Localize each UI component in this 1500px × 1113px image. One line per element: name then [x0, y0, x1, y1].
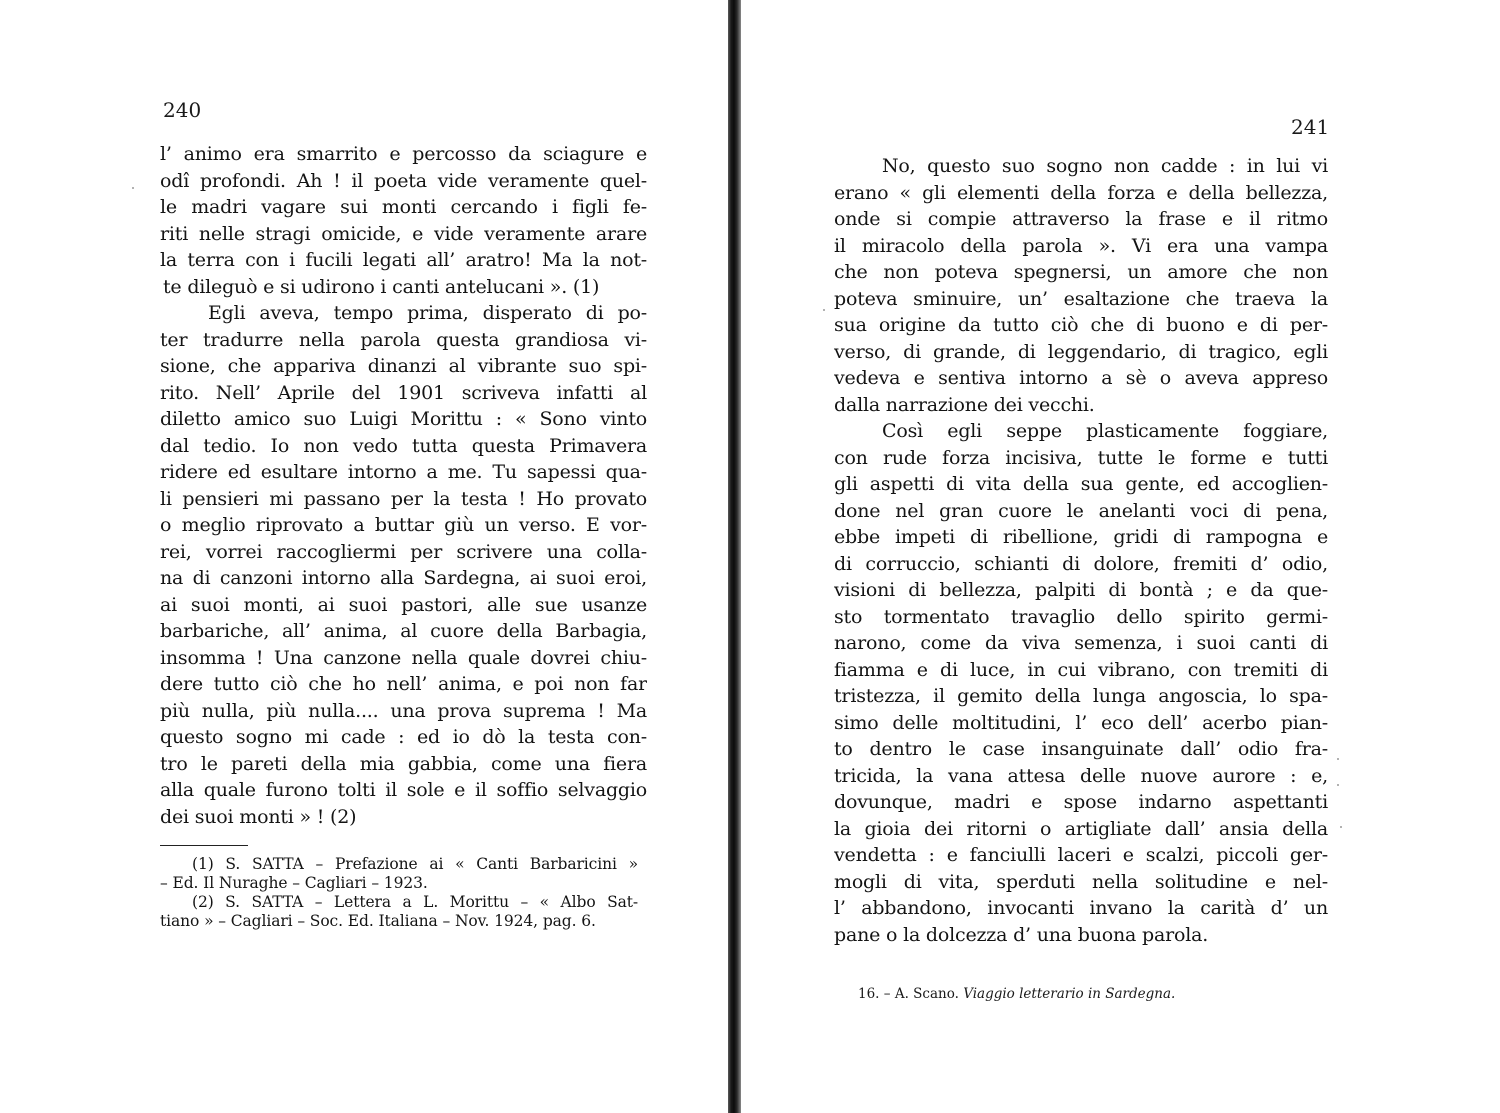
- text-line: insomma ! Una canzone nella quale dovrei chiu-: [160, 646, 647, 669]
- page-number-left: 240: [163, 98, 202, 122]
- text-line: ter tradurre nella parola questa grandiosa vi-: [160, 328, 647, 351]
- text-line: ebbe impeti di ribellione, gridi di rampogna e: [834, 526, 1328, 548]
- text-line: fiamma e di luce, in cui vibrano, con tremiti di: [834, 658, 1328, 681]
- text-line: rito. Nell’ Aprile del 1901 scriveva infatti al: [160, 381, 647, 404]
- text-line: questo sogno mi cade : ed io dò la testa con-: [160, 726, 647, 748]
- text-line: odî profondi. Ah ! il poeta vide veramente quel-: [160, 169, 647, 192]
- text-line: dovunque, madri e spose indarno aspettanti: [834, 791, 1328, 813]
- book-gutter: [728, 0, 741, 1113]
- text-line: il miracolo della parola ». Vi era una vampa: [834, 234, 1328, 257]
- text-line: più nulla, più nulla.... una prova suprema ! Ma: [160, 699, 647, 722]
- footnote-line: tiano » – Cagliari – Soc. Ed. Italiana – Nov. 1924, pag. 6.: [160, 912, 596, 930]
- footnote-rule: [160, 845, 248, 846]
- text-line: done nel gran cuore le anelanti voci di pena,: [834, 499, 1328, 522]
- text-line: simo delle moltitudini, l’ eco dell’ acerbo pian-: [834, 711, 1328, 734]
- left-page-body-text: [160, 141, 647, 830]
- text-line: narono, come da viva semenza, i suoi canti di: [834, 632, 1328, 654]
- text-line: sua origine da tutto ciò che di buono e di per-: [834, 314, 1328, 336]
- text-line: verso, di grande, di leggendario, di tragico, egli: [834, 340, 1328, 363]
- paper-speck: [1340, 826, 1342, 828]
- text-line: vedeva e sentiva intorno a sè o aveva appreso: [834, 367, 1328, 389]
- signature-sheet-number: 16.: [858, 986, 880, 1002]
- text-line: diletto amico suo Luigi Morittu : « Sono vinto: [160, 408, 647, 430]
- footnote-line: (2) S. SATTA – Lettera a L. Morittu – « Albo Sat-: [192, 893, 638, 911]
- text-line: alla quale furono tolti il sole e il soffio selvaggio: [160, 779, 647, 801]
- text-line: l’ abbandono, invocanti invano la carità d’ un: [834, 897, 1328, 919]
- footnote-line: – Ed. Il Nuraghe – Cagliari – 1923.: [160, 874, 428, 892]
- text-line: la terra con i fucili legati all’ aratro! Ma la not-: [160, 249, 647, 271]
- text-line: tristezza, il gemito della lunga angoscia, lo spa-: [834, 685, 1328, 707]
- footnote-line: (1) S. SATTA – Prefazione ai « Canti Barbaricini »: [192, 855, 638, 873]
- signature-author: A. Scano.: [894, 986, 959, 1002]
- text-line: Così egli seppe plasticamente foggiare,: [882, 420, 1328, 442]
- paper-speck: [1337, 784, 1339, 786]
- text-line: to dentro le case insanguinate dall’ odio fra-: [834, 738, 1328, 760]
- text-line: dal tedio. Io non vedo tutta questa Primavera: [160, 434, 647, 457]
- text-line: dere tutto ciò che ho nell’ anima, e poi non far: [160, 673, 647, 695]
- right-page-body-text: [834, 153, 1328, 948]
- text-line: che non poteva spegnersi, un amore che non: [834, 261, 1328, 283]
- paper-speck: [823, 309, 825, 311]
- text-line: vendetta : e fanciulli laceri e scalzi, piccoli ger-: [834, 844, 1328, 866]
- text-line: sto tormentato travaglio dello spirito germi-: [834, 605, 1328, 628]
- text-line: te dileguò e si udirono i canti antelucani ». (1): [163, 275, 600, 298]
- text-line: dei suoi monti » ! (2): [160, 805, 357, 828]
- text-line: le madri vagare sui monti cercando i figli fe-: [160, 196, 647, 218]
- signature-line: 16. – A. Scano. Viaggio letterario in Sardegna.: [858, 986, 1176, 1002]
- text-line: sione, che appariva dinanzi al vibrante suo spi-: [160, 355, 647, 377]
- paper-speck: [1337, 758, 1339, 760]
- text-line: ridere ed esultare intorno a me. Tu sapessi qua-: [160, 461, 647, 483]
- page-number-right: 241: [1291, 115, 1330, 139]
- text-line: poteva sminuire, un’ esaltazione che traeva la: [834, 287, 1328, 310]
- text-line: na di canzoni intorno alla Sardegna, ai suoi eroi,: [160, 567, 647, 589]
- text-line: gli aspetti di vita della sua gente, ed accoglien-: [834, 473, 1328, 495]
- text-line: pane o la dolcezza d’ una buona parola.: [834, 923, 1209, 946]
- text-line: Egli aveva, tempo prima, disperato di po-: [208, 302, 647, 324]
- paper-speck: [132, 187, 134, 189]
- text-line: barbariche, all’ anima, al cuore della Barbagia,: [160, 620, 647, 642]
- text-line: la gioia dei ritorni o artigliate dall’ ansia della: [834, 817, 1328, 840]
- text-line: No, questo suo sogno non cadde : in lui vi: [882, 155, 1328, 177]
- signature-title: Viaggio letterario in Sardegna.: [963, 986, 1176, 1002]
- text-line: rei, vorrei raccogliermi per scrivere una colla-: [160, 540, 647, 563]
- text-line: di corruccio, schianti di dolore, fremiti d’ odio,: [834, 552, 1328, 575]
- text-line: l’ animo era smarrito e percosso da sciagure e: [160, 143, 647, 165]
- text-line: dalla narrazione dei vecchi.: [834, 393, 1095, 416]
- text-line: ai suoi monti, ai suoi pastori, alle sue usanze: [160, 593, 647, 616]
- text-line: visioni di bellezza, palpiti di bontà ; e da que-: [834, 579, 1328, 601]
- text-line: onde si compie attraverso la frase e il ritmo: [834, 208, 1328, 230]
- text-line: mogli di vita, sperduti nella solitudine e nel-: [834, 870, 1328, 893]
- left-page-footnotes: [160, 855, 638, 931]
- text-line: con rude forza incisiva, tutte le forme e tutti: [834, 446, 1328, 469]
- text-line: o meglio riprovato a buttar giù un verso. E vor-: [160, 514, 647, 536]
- text-line: tro le pareti della mia gabbia, come una fiera: [160, 752, 647, 775]
- text-line: tricida, la vana attesa delle nuove aurore : e,: [834, 764, 1328, 787]
- text-line: erano « gli elementi della forza e della bellezza,: [834, 181, 1328, 204]
- text-line: li pensieri mi passano per la testa ! Ho provato: [160, 487, 647, 510]
- text-line: riti nelle stragi omicide, e vide veramente arare: [160, 222, 647, 245]
